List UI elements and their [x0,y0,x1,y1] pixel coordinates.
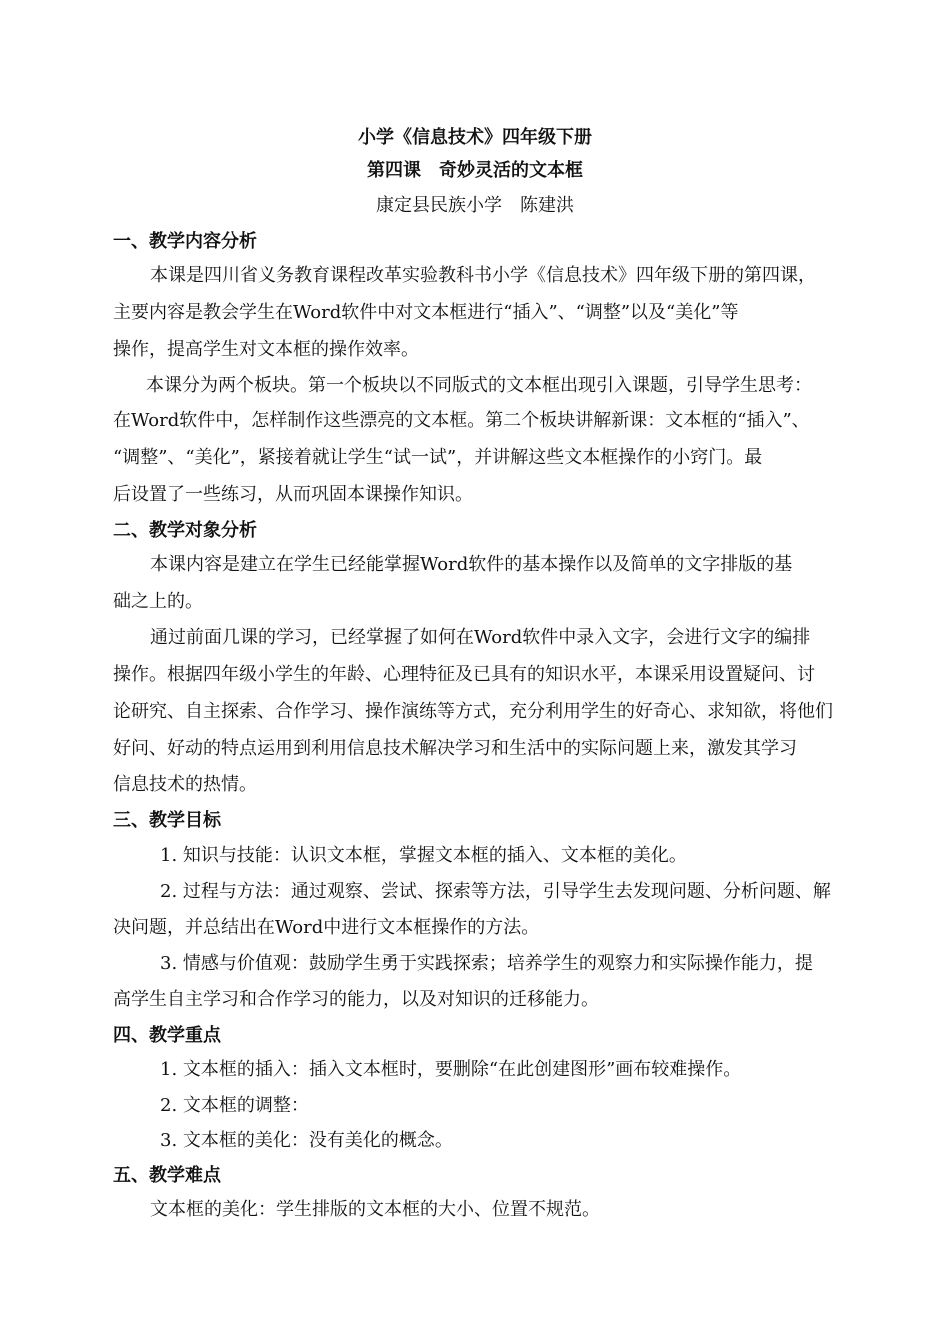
lesson-title: 第四课 奇妙灵活的文本框 [367,160,583,181]
section-heading-3: 三、教学目标 [113,810,221,831]
section-heading-2: 二、教学对象分析 [113,520,257,541]
paragraph-line: 高学生自主学习和合作学习的能力，以及对知识的迁移能力。 [113,989,599,1010]
paragraph-line: 文本框的美化：学生排版的文本框的大小、位置不规范。 [150,1199,600,1220]
list-item: 3. 情感与价值观：鼓励学生勇于实践探索；培养学生的观察力和实际操作能力，提 [160,953,813,974]
section-heading-5: 五、教学难点 [113,1165,221,1186]
section-heading-1: 一、教学内容分析 [113,231,257,252]
paragraph-line: 操作。根据四年级小学生的年龄、心理特征及已具有的知识水平，本课采用设置疑问、讨 [113,664,815,685]
paragraph-line: “调整”、“美化”，紧接着就让学生“试一试”，并讲解这些文本框操作的小窍门。最 [113,447,763,468]
paragraph-line: 操作，提高学生对文本框的操作效率。 [113,339,419,360]
paragraph-line: 本课分为两个板块。第一个板块以不同版式的文本框出现引入课题，引导学生思考： [146,375,812,396]
list-item: 1. 文本框的插入：插入文本框时，要删除“在此创建图形”画布较难操作。 [160,1059,742,1080]
document-title: 小学《信息技术》四年级下册 [358,127,592,148]
list-item: 2. 文本框的调整： [160,1095,309,1116]
section-heading-4: 四、教学重点 [113,1025,221,1046]
paragraph-line: 在Word软件中，怎样制作这些漂亮的文本框。第二个板块讲解新课：文本框的“插入”、 [113,410,810,431]
paragraph-line: 通过前面几课的学习，已经掌握了如何在Word软件中录入文字，会进行文字的编排 [150,627,811,648]
author-line: 康定县民族小学 陈建洪 [376,195,574,216]
paragraph-line: 论研究、自主探索、合作学习、操作演练等方式，充分利用学生的好奇心、求知欲，将他们 [113,701,833,722]
paragraph-line: 决问题，并总结出在Word中进行文本框操作的方法。 [113,917,540,938]
paragraph-line: 本课内容是建立在学生已经能掌握Word软件的基本操作以及简单的文字排版的基 [150,554,793,575]
paragraph-line: 后设置了一些练习，从而巩固本课操作知识。 [113,484,473,505]
list-item: 1. 知识与技能：认识文本框，掌握文本框的插入、文本框的美化。 [160,845,687,866]
paragraph-line: 础之上的。 [113,591,203,612]
paragraph-line: 信息技术的热情。 [113,774,257,795]
list-item: 3. 文本框的美化：没有美化的概念。 [160,1130,453,1151]
list-item: 2. 过程与方法：通过观察、尝试、探索等方法，引导学生去发现问题、分析问题、解 [160,881,831,902]
paragraph-line: 好问、好动的特点运用到利用信息技术解决学习和生活中的实际问题上来，激发其学习 [113,738,797,759]
paragraph-line: 主要内容是教会学生在Word软件中对文本框进行“插入”、“调整”以及“美化”等 [113,302,739,323]
paragraph-line: 本课是四川省义务教育课程改革实验教科书小学《信息技术》四年级下册的第四课， [150,265,816,286]
